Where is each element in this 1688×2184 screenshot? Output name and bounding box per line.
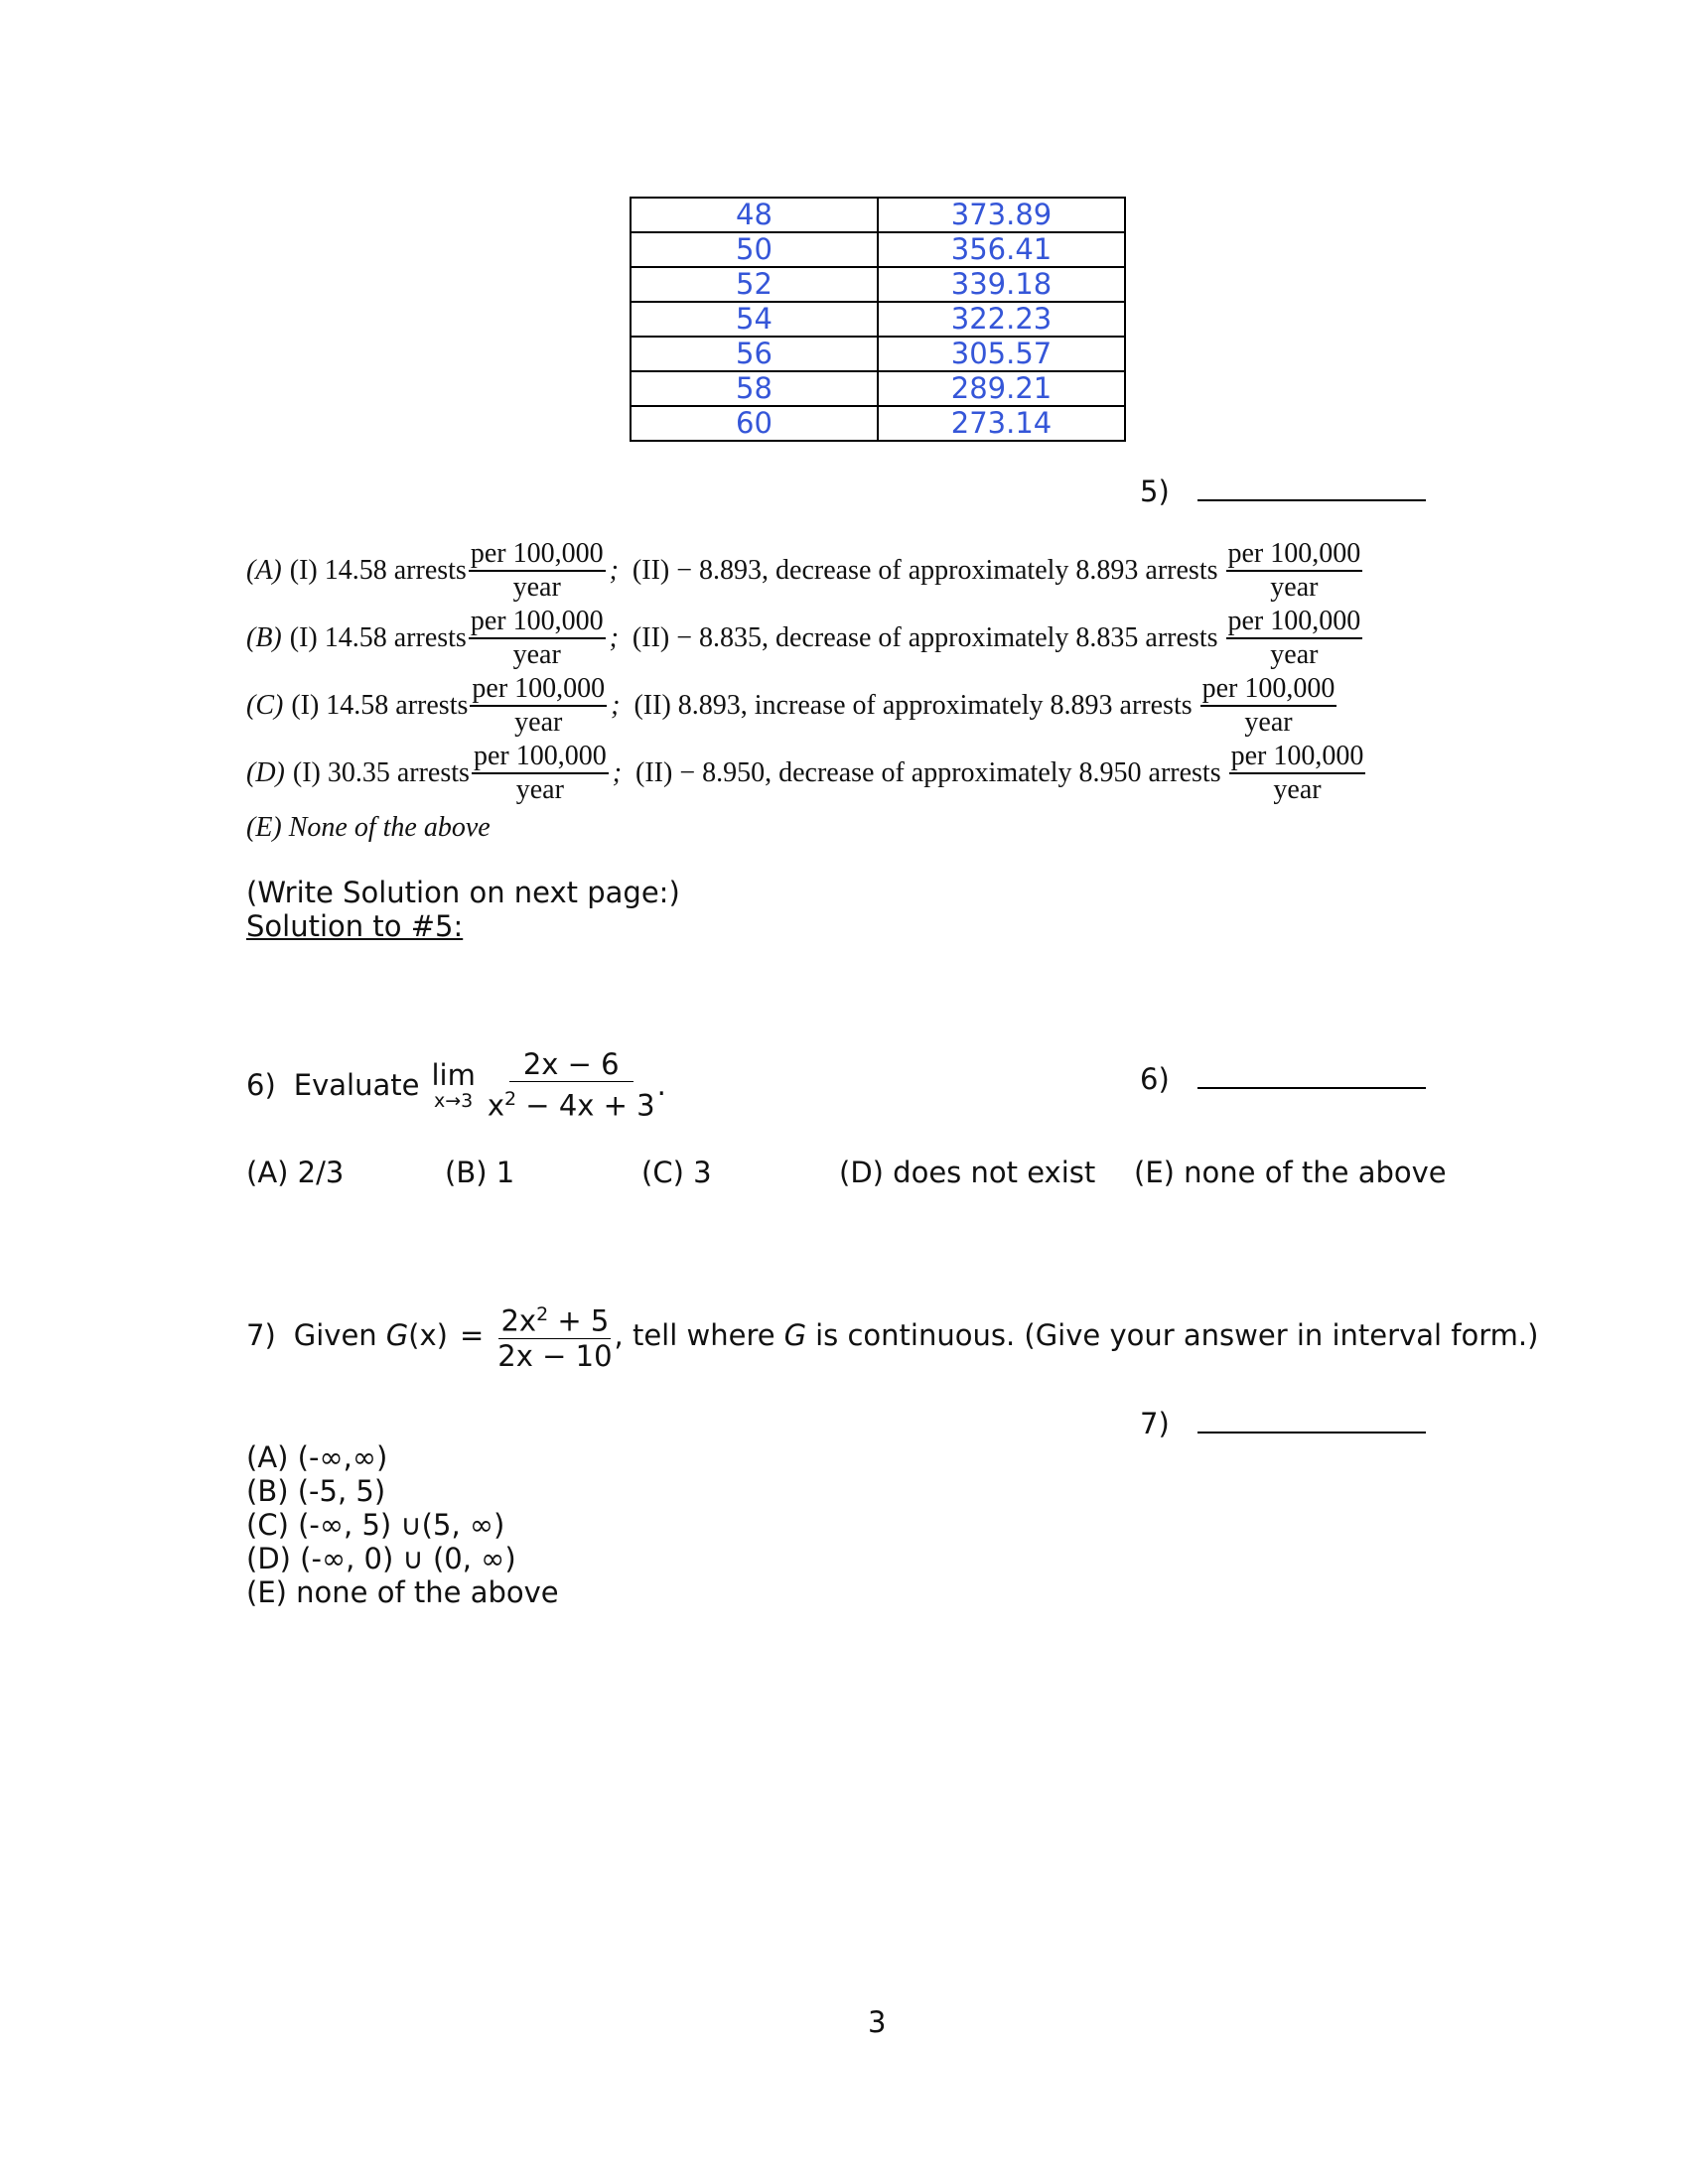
denominator: $x^2 - 4x + 3$ — [487, 1088, 655, 1123]
choice-d[interactable]: (D) (-∞, 0) ∪ (0, ∞) — [246, 1542, 516, 1575]
solution-heading: Solution to #5: — [246, 909, 464, 943]
table-cell-x: 50 — [631, 232, 878, 267]
question-6 — [246, 1047, 666, 1123]
q7-choices — [246, 1440, 559, 1609]
function-name: G — [385, 1317, 409, 1352]
rate-fraction: $\frac{\text{per 100,000}}{\text{year}}$ — [470, 606, 604, 670]
table-cell-x: 48 — [631, 198, 878, 232]
table-row — [631, 406, 1125, 441]
denominator: 2x − 10 — [497, 1338, 613, 1373]
table-row — [631, 371, 1125, 406]
answer-blank[interactable] — [1197, 497, 1426, 501]
rate-fraction-2: $\frac{\text{per 100,000}}{\text{year}}$ — [1227, 606, 1361, 670]
table-cell-x: 56 — [631, 337, 878, 371]
table-cell-value: 289.21 — [878, 371, 1125, 406]
option-part-2: (II) − 8.835, decrease of approximately 8.835 arrests — [632, 622, 1218, 653]
choice-a[interactable]: (A) (-∞,∞) — [246, 1440, 388, 1474]
table-cell-value: 373.89 — [878, 198, 1125, 232]
table-cell-value: 322.23 — [878, 302, 1125, 337]
table-row — [631, 198, 1125, 232]
numerator: 2x − 6 — [509, 1047, 633, 1082]
question-text-a: , tell where — [614, 1317, 775, 1352]
table-cell-x: 58 — [631, 371, 878, 406]
question-number: 6) — [246, 1067, 276, 1102]
choice-e[interactable]: (E) none of the above — [1134, 1156, 1447, 1189]
separator: ; — [612, 757, 623, 788]
lim-subscript: x→3 — [434, 1089, 474, 1112]
period: . — [656, 1067, 666, 1102]
option-part-1: (I) 14.58 arrests — [291, 690, 469, 721]
separator: ; — [609, 555, 619, 586]
rate-fraction-2: $\frac{\text{per 100,000}}{\text{year}}$ — [1227, 538, 1361, 603]
answer-blank[interactable] — [1197, 1430, 1426, 1433]
rate-fraction: $\frac{\text{per 100,000}}{\text{year}}$ — [473, 741, 607, 805]
rate-fraction: $\frac{\text{per 100,000}}{\text{year}}$ — [470, 538, 604, 603]
equals: = — [459, 1317, 485, 1352]
rate-fraction-2: $\frac{\text{per 100,000}}{\text{year}}$ — [1201, 673, 1336, 738]
rate-fraction-2: $\frac{\text{per 100,000}}{\text{year}}$ — [1230, 741, 1364, 805]
option-e — [246, 812, 491, 844]
choice-b[interactable]: (B) (-5, 5) — [246, 1474, 386, 1508]
option-part-1: (I) 30.35 arrests — [292, 757, 470, 788]
table-row — [631, 302, 1125, 337]
limit-operator — [431, 1059, 475, 1111]
option-d — [246, 741, 1367, 806]
choice-b[interactable]: (B) 1 — [445, 1156, 515, 1189]
option-part-1: (I) 14.58 arrests — [289, 555, 467, 586]
option-b — [246, 606, 1364, 671]
option-letter: (D) — [246, 757, 285, 788]
option-letter: (B) — [246, 622, 282, 653]
option-a — [246, 538, 1364, 604]
option-c — [246, 673, 1338, 739]
option-part-2: (II) − 8.950, decrease of approximately 8.950 arrests — [635, 757, 1221, 788]
answer-label: 7) — [1140, 1407, 1170, 1440]
option-part-2: (II) − 8.893, decrease of approximately 8.893 arrests — [632, 555, 1218, 586]
answer-slot-7 — [1140, 1407, 1426, 1440]
fraction — [497, 1297, 612, 1373]
option-letter: (A) — [246, 555, 282, 586]
function-arg: (x) — [408, 1317, 448, 1352]
choice-d[interactable]: (D) does not exist — [839, 1156, 1096, 1189]
table-cell-x: 54 — [631, 302, 878, 337]
answer-slot-6 — [1140, 1062, 1426, 1096]
table-row — [631, 267, 1125, 302]
answer-slot-5 — [1140, 475, 1426, 508]
question-text: Evaluate — [293, 1067, 420, 1102]
answer-label: 6) — [1140, 1062, 1170, 1096]
table-cell-value: 356.41 — [878, 232, 1125, 267]
question-number: 7) — [246, 1317, 276, 1352]
separator: ; — [609, 622, 619, 653]
table-cell-value: 305.57 — [878, 337, 1125, 371]
separator: ; — [611, 690, 621, 721]
table-cell-x: 60 — [631, 406, 878, 441]
option-e-text: (E) None of the above — [246, 812, 491, 843]
lim-text: lim — [431, 1057, 476, 1092]
answer-label: 5) — [1140, 475, 1170, 508]
numerator: $2x^2 + 5$ — [498, 1297, 611, 1339]
question-text-b: is continuous. (Give your answer in interval form.) — [815, 1317, 1539, 1352]
option-part-2: (II) 8.893, increase of approximately 8.893 arrests — [633, 690, 1193, 721]
rate-fraction: $\frac{\text{per 100,000}}{\text{year}}$ — [472, 673, 606, 738]
given-text: Given — [293, 1317, 377, 1352]
choice-a[interactable]: (A) 2/3 — [246, 1156, 345, 1189]
table-cell-value: 273.14 — [878, 406, 1125, 441]
data-table — [630, 197, 1126, 442]
question-7 — [246, 1297, 1538, 1373]
option-part-1: (I) 14.58 arrests — [289, 622, 467, 653]
function-name-2: G — [783, 1317, 807, 1352]
table-row — [631, 232, 1125, 267]
answer-blank[interactable] — [1197, 1085, 1426, 1089]
choice-c[interactable]: (C) 3 — [641, 1156, 712, 1189]
choice-e[interactable]: (E) none of the above — [246, 1575, 559, 1609]
page-number: 3 — [868, 2005, 887, 2039]
table-cell-value: 339.18 — [878, 267, 1125, 302]
option-letter: (C) — [246, 690, 284, 721]
table-row — [631, 337, 1125, 371]
table-cell-x: 52 — [631, 267, 878, 302]
choice-c[interactable]: (C) (-∞, 5) ∪(5, ∞) — [246, 1508, 505, 1542]
write-note: (Write Solution on next page:) — [246, 876, 680, 909]
fraction — [488, 1047, 655, 1123]
